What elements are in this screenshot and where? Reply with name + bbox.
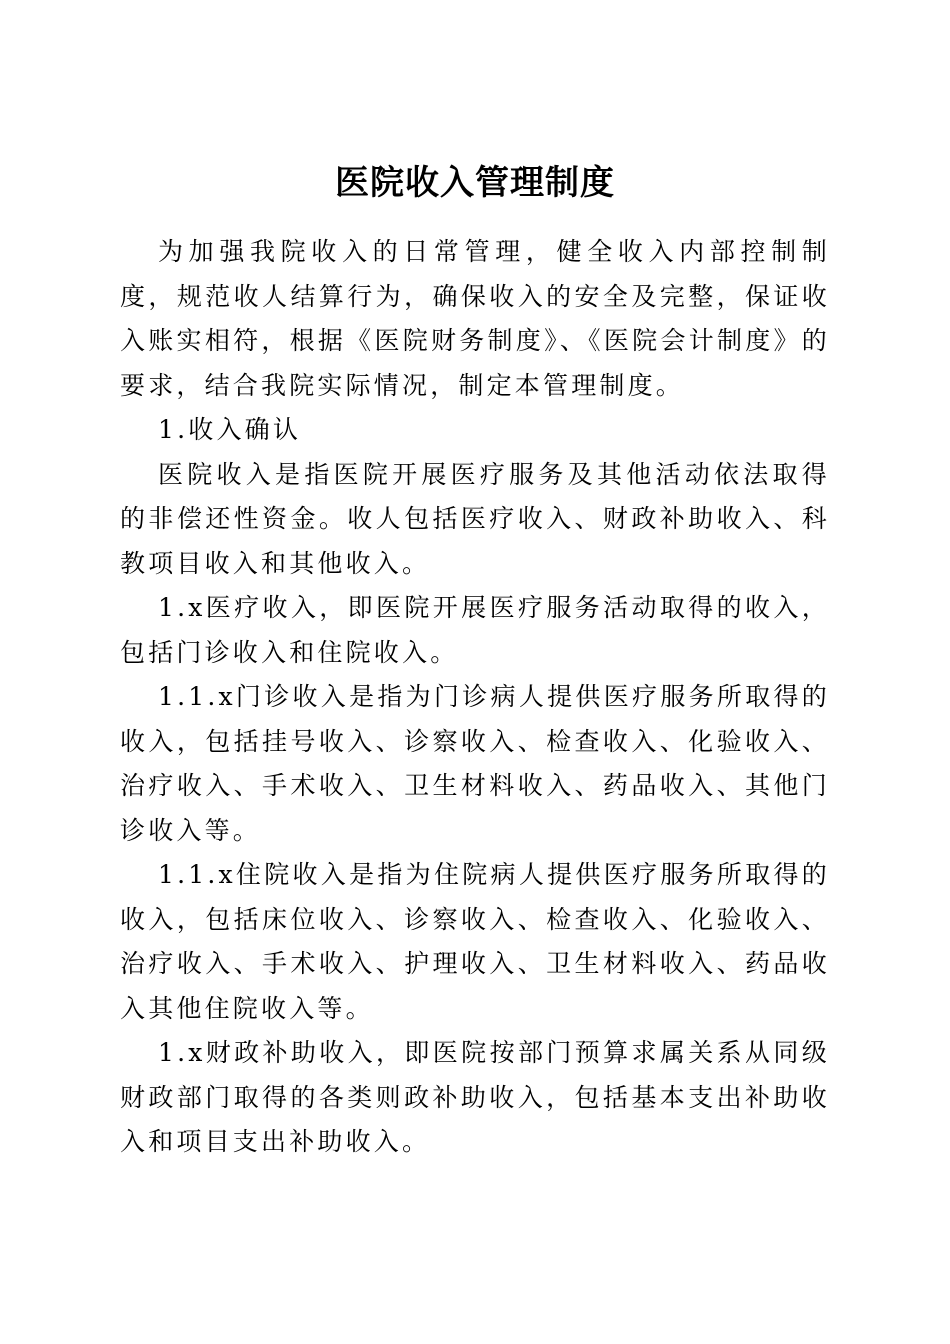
paragraph-intro: 为加强我院收入的日常管理，健全收入内部控制制度，规范收人结算行为，确保收入的安全及完整，保证收入账实相符，根据《医院财务制度》、《医院会计制度》的要求，结合我院实际情况，制定本管理制度。 [120, 237, 830, 400]
paragraph-inpatient-income: 1.1.x住院收入是指为住院病人提供医疗服务所取得的收入，包括床位收入、诊察收入、检查收入、化验收入、治疗收入、手术收入、护理收入、卫生材料收入、药品收入其他住院收入等。 [120, 860, 830, 1023]
document-body [120, 230, 830, 1165]
paragraph-outpatient-income: 1.1.x门诊收入是指为门诊病人提供医疗服务所取得的收入，包括挂号收入、诊察收入、检查收入、化验收入、治疗收入、手术收入、卫生材料收入、药品收入、其他门诊收入等。 [120, 682, 830, 845]
section-heading-income-recognition: 1.收入确认 [158, 415, 302, 444]
paragraph-income-definition: 医院收入是指医院开展医疗服务及其他活动依法取得的非偿还性资金。收人包括医疗收入、财政补助收入、科教项目收入和其他收入。 [120, 459, 830, 578]
paragraph-medical-income: 1.x医疗收入，即医院开展医疗服务活动取得的收入，包括门诊收入和住院收入。 [120, 593, 830, 667]
paragraph-fiscal-subsidy-income: 1.x财政补助收入，即医院按部门预算求属关系从同级财政部门取得的各类则政补助收入，包括基本支出补助收入和项目支出补助收入。 [120, 1038, 830, 1156]
document-title: 医院收入管理制度 [335, 162, 615, 203]
